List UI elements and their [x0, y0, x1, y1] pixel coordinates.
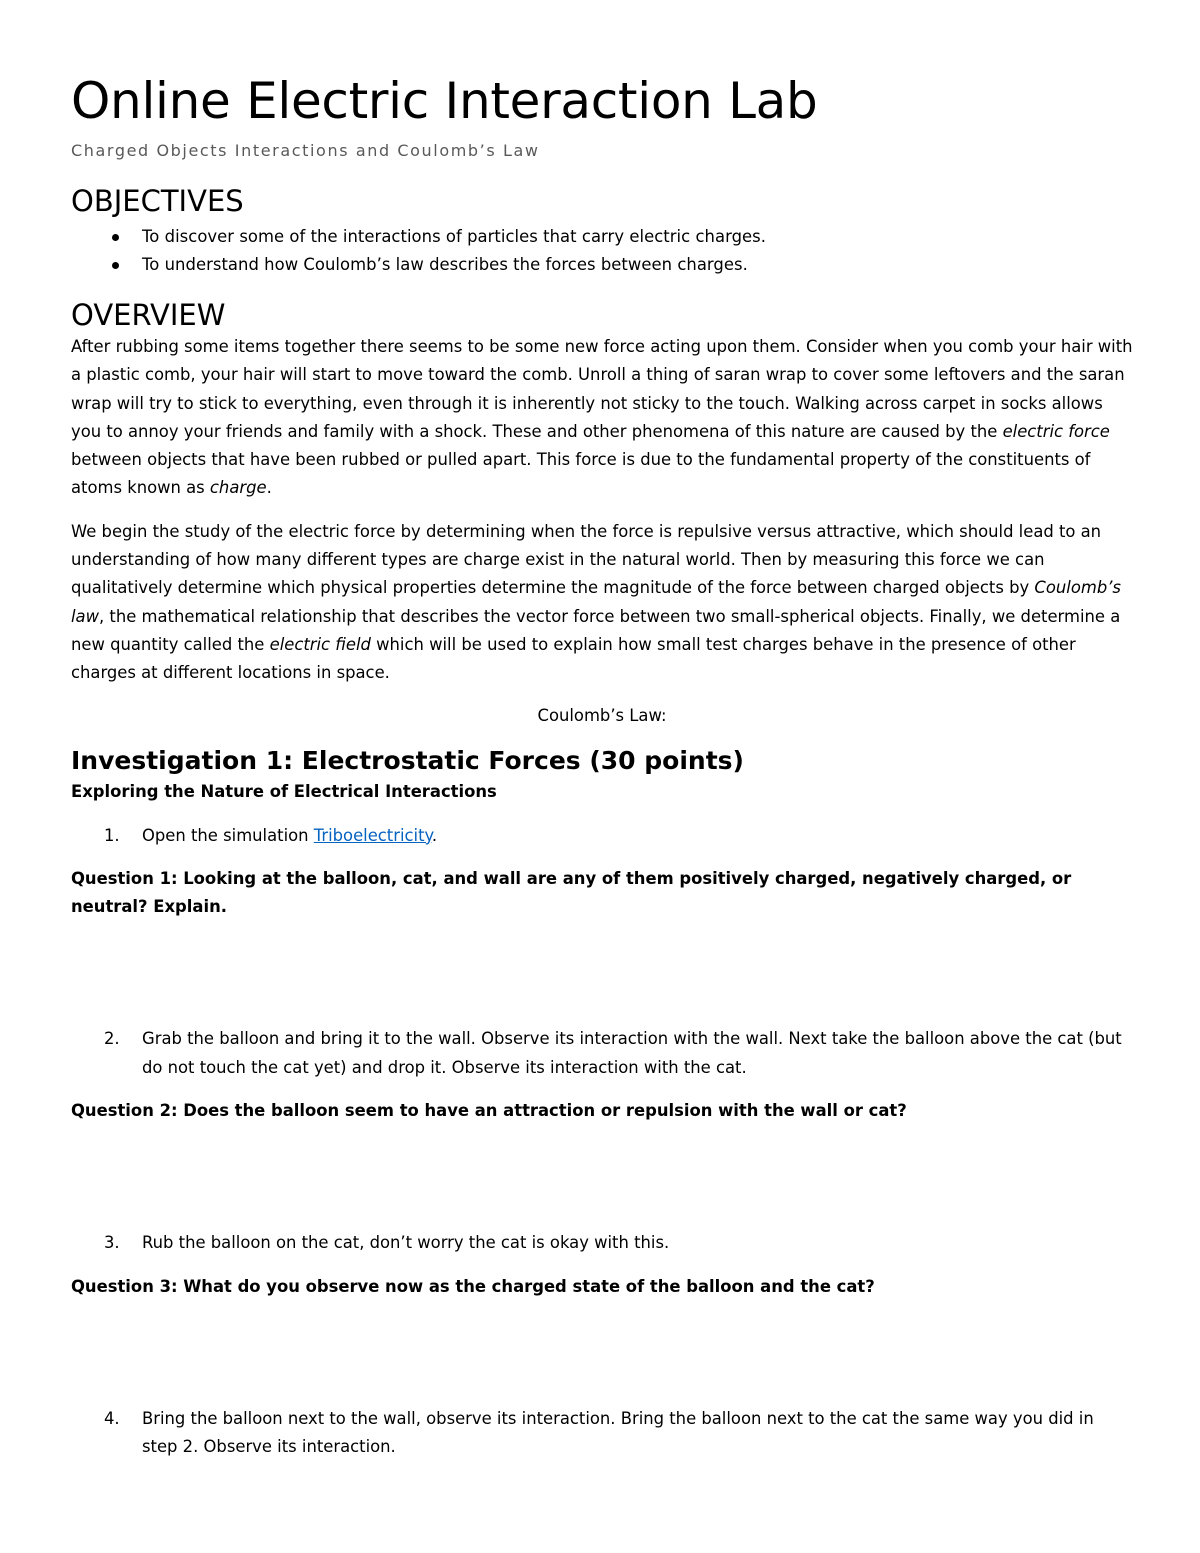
overview-paragraph-1: [71, 333, 1133, 503]
overview-p1-text-b: between objects that have been rubbed or pulled apart. This force is due to the fundamental property of the constituents of atoms known as: [71, 450, 1091, 498]
step-number: 1.: [104, 825, 120, 845]
objectives-heading: OBJECTIVES: [71, 184, 244, 218]
overview-p1-text-c: .: [266, 478, 272, 498]
coulombs-law-label: Coulomb’s Law:: [537, 705, 667, 725]
step-1: [71, 822, 1133, 850]
step-4: [71, 1405, 1133, 1462]
question-3: Question 3: What do you observe now as the charged state of the balloon and the cat?: [71, 1276, 875, 1296]
question-1: Question 1: Looking at the balloon, cat, and wall are any of them positively charged, negatively charged, or neutral? Explain.: [71, 868, 1072, 917]
step-3: [71, 1229, 1133, 1257]
answer-space-1[interactable]: [71, 921, 1133, 1025]
overview-p2-text-c: which will be used to explain how small test charges behave in the presence of other charges at different locations in space.: [71, 634, 1076, 683]
step-2: [71, 1025, 1133, 1082]
document-subtitle: Charged Objects Interactions and Coulomb’s Law: [71, 141, 540, 160]
overview-p2-text-a: We begin the study of the electric force by determining when the force is repulsive versus attractive, which should lead to an understanding of how many different types are charge exist in the natural world. Then by measuring this force we can qualitatively determine which physical properties determine the magnitude of the force between charged objects by: [71, 521, 1102, 598]
investigation-1-heading: Investigation 1: Electrostatic Forces (30 points): [71, 745, 744, 775]
overview-p2-emphasis-coulombs-law: Coulomb’s law: [71, 578, 1121, 626]
overview-paragraph-2: [71, 518, 1133, 688]
step-1-text-b: .: [431, 825, 438, 845]
overview-p2-text-b: , the mathematical relationship that describes the vector force between two small-spherical objects. Finally, we determine a new quantity called the: [71, 606, 1121, 654]
overview-p1-text-a: After rubbing some items together there seems to be some new force acting upon them. Consider when you comb your hair with a plastic comb, your hair will start to move toward the comb. Unroll a thing of saran wrap to cover some leftovers and the saran wrap will try to stick to everything, even through it is inherently not sticky to the touch. Walking across carpet in socks allows you to annoy your friends and family with a shock. These and other phenomena of this nature are caused by the: [71, 337, 1133, 441]
overview-p2-emphasis-electric-field: electric field: [269, 634, 371, 654]
investigation-1-subheading: Exploring the Nature of Electrical Interactions: [71, 781, 497, 801]
triboelectricity-link[interactable]: Triboelectricity: [313, 825, 432, 845]
overview-p1-emphasis-electric-force: electric force: [1002, 421, 1110, 441]
step-number: 2.: [104, 1029, 120, 1049]
objectives-list: [71, 223, 1133, 279]
objective-text: To discover some of the interactions of particles that carry electric charges.: [142, 227, 767, 246]
step-number: 4.: [104, 1408, 120, 1428]
bullet-icon: [112, 262, 119, 269]
step-4-text: Bring the balloon next to the wall, observe its interaction. Bring the balloon next to the cat the same way you did in step 2. Observe its interaction.: [142, 1408, 1094, 1457]
question-2: Question 2: Does the balloon seem to have an attraction or repulsion with the wall or cat?: [71, 1101, 907, 1121]
objective-text: To understand how Coulomb’s law describes the forces between charges.: [142, 255, 748, 274]
step-3-text: Rub the balloon on the cat, don’t worry the cat is okay with this.: [142, 1233, 670, 1253]
document-page: [71, 70, 1133, 1462]
document-title: Online Electric Interaction Lab: [71, 72, 818, 130]
bullet-icon: [112, 234, 119, 241]
answer-space-2[interactable]: [71, 1125, 1133, 1229]
answer-space-3[interactable]: [71, 1301, 1133, 1405]
overview-p1-emphasis-charge: charge: [209, 478, 267, 498]
objective-item: [71, 251, 1133, 279]
step-2-text: Grab the balloon and bring it to the wall. Observe its interaction with the wall. Next take the balloon above the cat (but do not touch the cat yet) and drop it. Observe its interaction with the cat.: [142, 1029, 1122, 1077]
step-1-text-a: Open the simulation: [142, 825, 314, 845]
objective-item: [71, 223, 1133, 251]
overview-heading: OVERVIEW: [71, 298, 226, 332]
step-number: 3.: [104, 1233, 120, 1253]
